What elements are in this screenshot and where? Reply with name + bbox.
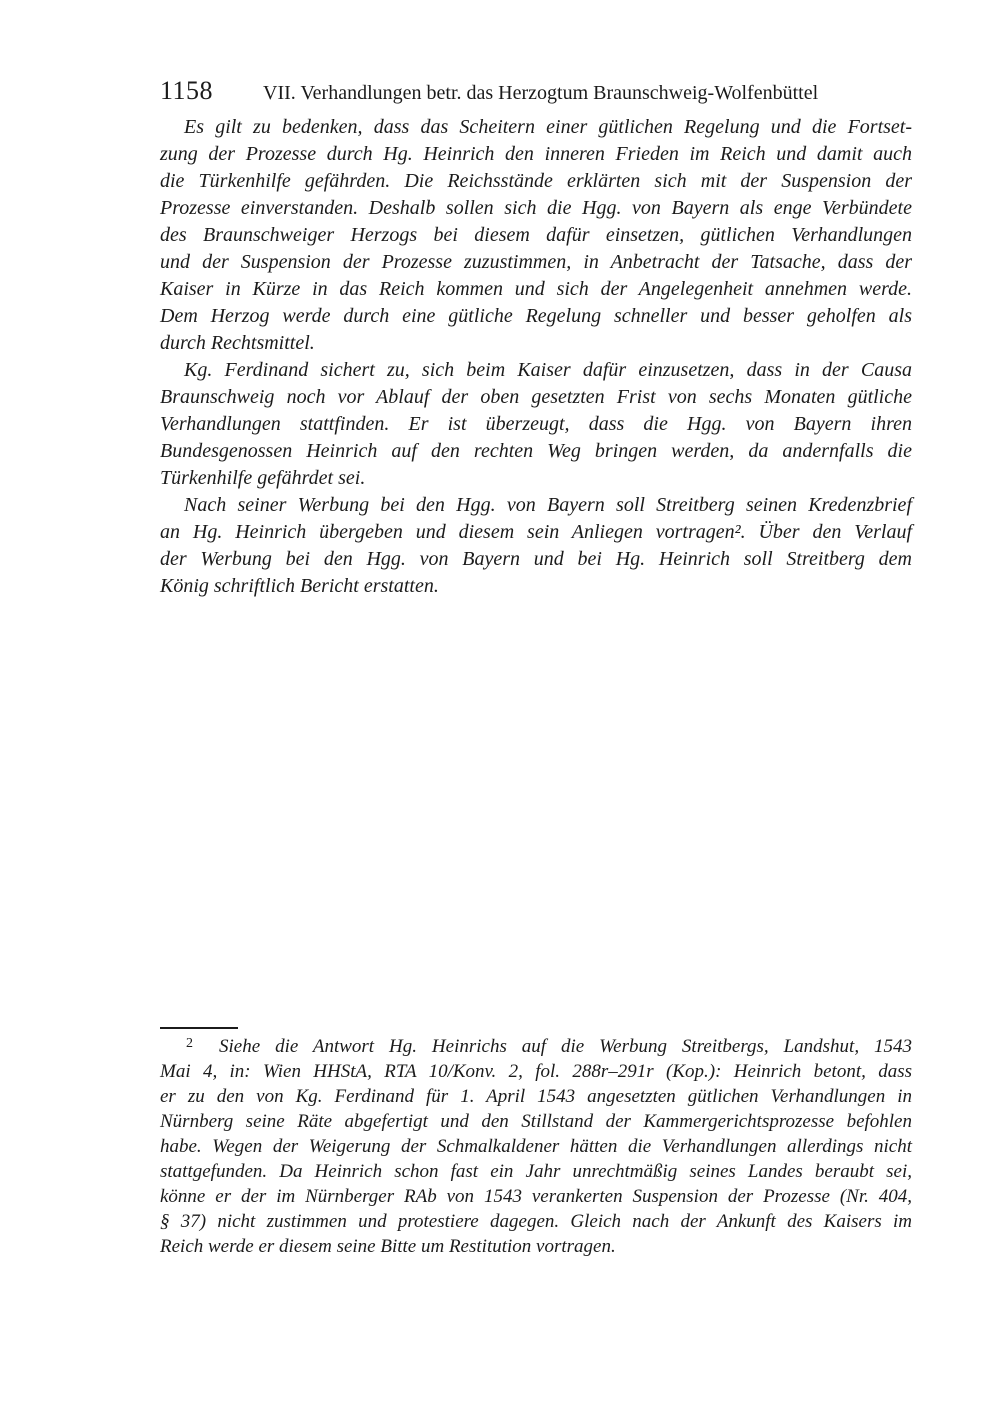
text-line: Kg. Ferdinand sichert zu, sich beim Kaiser dafür einzusetzen, dass in der Causa	[184, 359, 912, 381]
text-line: § 37) nicht zustimmen und protestiere dagegen. Gleich nach der Ankunft des Kaisers im	[160, 1211, 912, 1232]
text-line: zung der Prozesse durch Hg. Heinrich den inneren Frieden im Reich und damit auch	[160, 143, 912, 165]
text-line: Verhandlungen stattfinden. Er ist überzeugt, dass die Hgg. von Bayern ihren	[160, 413, 912, 435]
body-text	[160, 114, 912, 600]
text-line: König schriftlich Bericht erstatten.	[160, 575, 439, 597]
text-line: Braunschweig noch vor Ablauf der oben gesetzten Frist von sechs Monaten gütliche	[160, 386, 912, 408]
text-line: Es gilt zu bedenken, dass das Scheitern einer gütlichen Regelung und die Fortset-	[184, 116, 912, 138]
text-line: an Hg. Heinrich übergeben und diesem sein Anliegen vortragen². Über den Verlauf	[160, 521, 912, 543]
page-number: 1158	[160, 76, 214, 105]
paragraph-3	[160, 492, 912, 600]
text-line: Kaiser in Kürze in das Reich kommen und sich der Angelegenheit annehmen werde.	[160, 278, 912, 300]
running-header	[160, 78, 912, 106]
text-line: Türkenhilfe gefährdet sei.	[160, 467, 366, 489]
paragraph-2	[160, 357, 912, 492]
text-line: Dem Herzog werde durch eine gütliche Regelung schneller und besser geholfen als	[160, 305, 912, 327]
text-line: der Werbung bei den Hgg. von Bayern und bei Hg. Heinrich soll Streitberg dem	[160, 548, 912, 570]
footnote	[160, 1031, 912, 1259]
text-line: er zu den von Kg. Ferdinand für 1. April 1543 angesetzten gütlichen Verhandlungen in	[160, 1086, 912, 1107]
footnote-separator	[160, 1027, 238, 1029]
text-line: des Braunschweiger Herzogs bei diesem dafür einsetzen, gütlichen Verhandlungen	[160, 224, 912, 246]
text-line: Mai 4, in: Wien HHStA, RTA 10/Konv. 2, fol. 288r–291r (Kop.): Heinrich betont, dass	[160, 1061, 912, 1082]
paragraph-1	[160, 114, 912, 357]
text-line: Nach seiner Werbung bei den Hgg. von Bayern soll Streitberg seinen Kredenzbrief	[184, 494, 912, 516]
running-header-title: VII. Verhandlungen betr. das Herzogtum Braunschweig-Wolfenbüttel	[263, 82, 819, 104]
text-line: Reich werde er diesem seine Bitte um Restitution vortragen.	[160, 1236, 616, 1257]
text-line: habe. Wegen der Weigerung der Schmalkaldener hätten die Verhandlungen allerdings nicht	[160, 1136, 912, 1157]
text-line: Nürnberg seine Räte abgefertigt und den Stillstand der Kammergerichtsprozesse befohlen	[160, 1111, 912, 1132]
text-line: Prozesse einverstanden. Deshalb sollen sich die Hgg. von Bayern als enge Verbündete	[160, 197, 912, 219]
footnote-first-line	[160, 1031, 912, 1059]
text-line: und der Suspension der Prozesse zuzustimmen, in Anbetracht der Tatsache, dass der	[160, 251, 912, 273]
text-line: Bundesgenossen Heinrich auf den rechten Weg bringen werden, da andernfalls die	[160, 440, 912, 462]
text-line: stattgefunden. Da Heinrich schon fast ein Jahr unrechtmäßig seines Landes beraubt sei,	[160, 1161, 912, 1182]
footnote-marker: 2	[186, 1036, 193, 1051]
text-line: die Türkenhilfe gefährden. Die Reichsstände erklärten sich mit der Suspension der	[160, 170, 912, 192]
text-line: könne er der im Nürnberger RAb von 1543 verankerten Suspension der Prozesse (Nr. 404,	[160, 1186, 912, 1207]
footnote-first-line-text: Siehe die Antwort Hg. Heinrichs auf die Werbung Streitbergs, Landshut, 1543	[219, 1036, 912, 1057]
footnote-lines	[160, 1059, 912, 1259]
text-line: durch Rechtsmittel.	[160, 332, 315, 354]
